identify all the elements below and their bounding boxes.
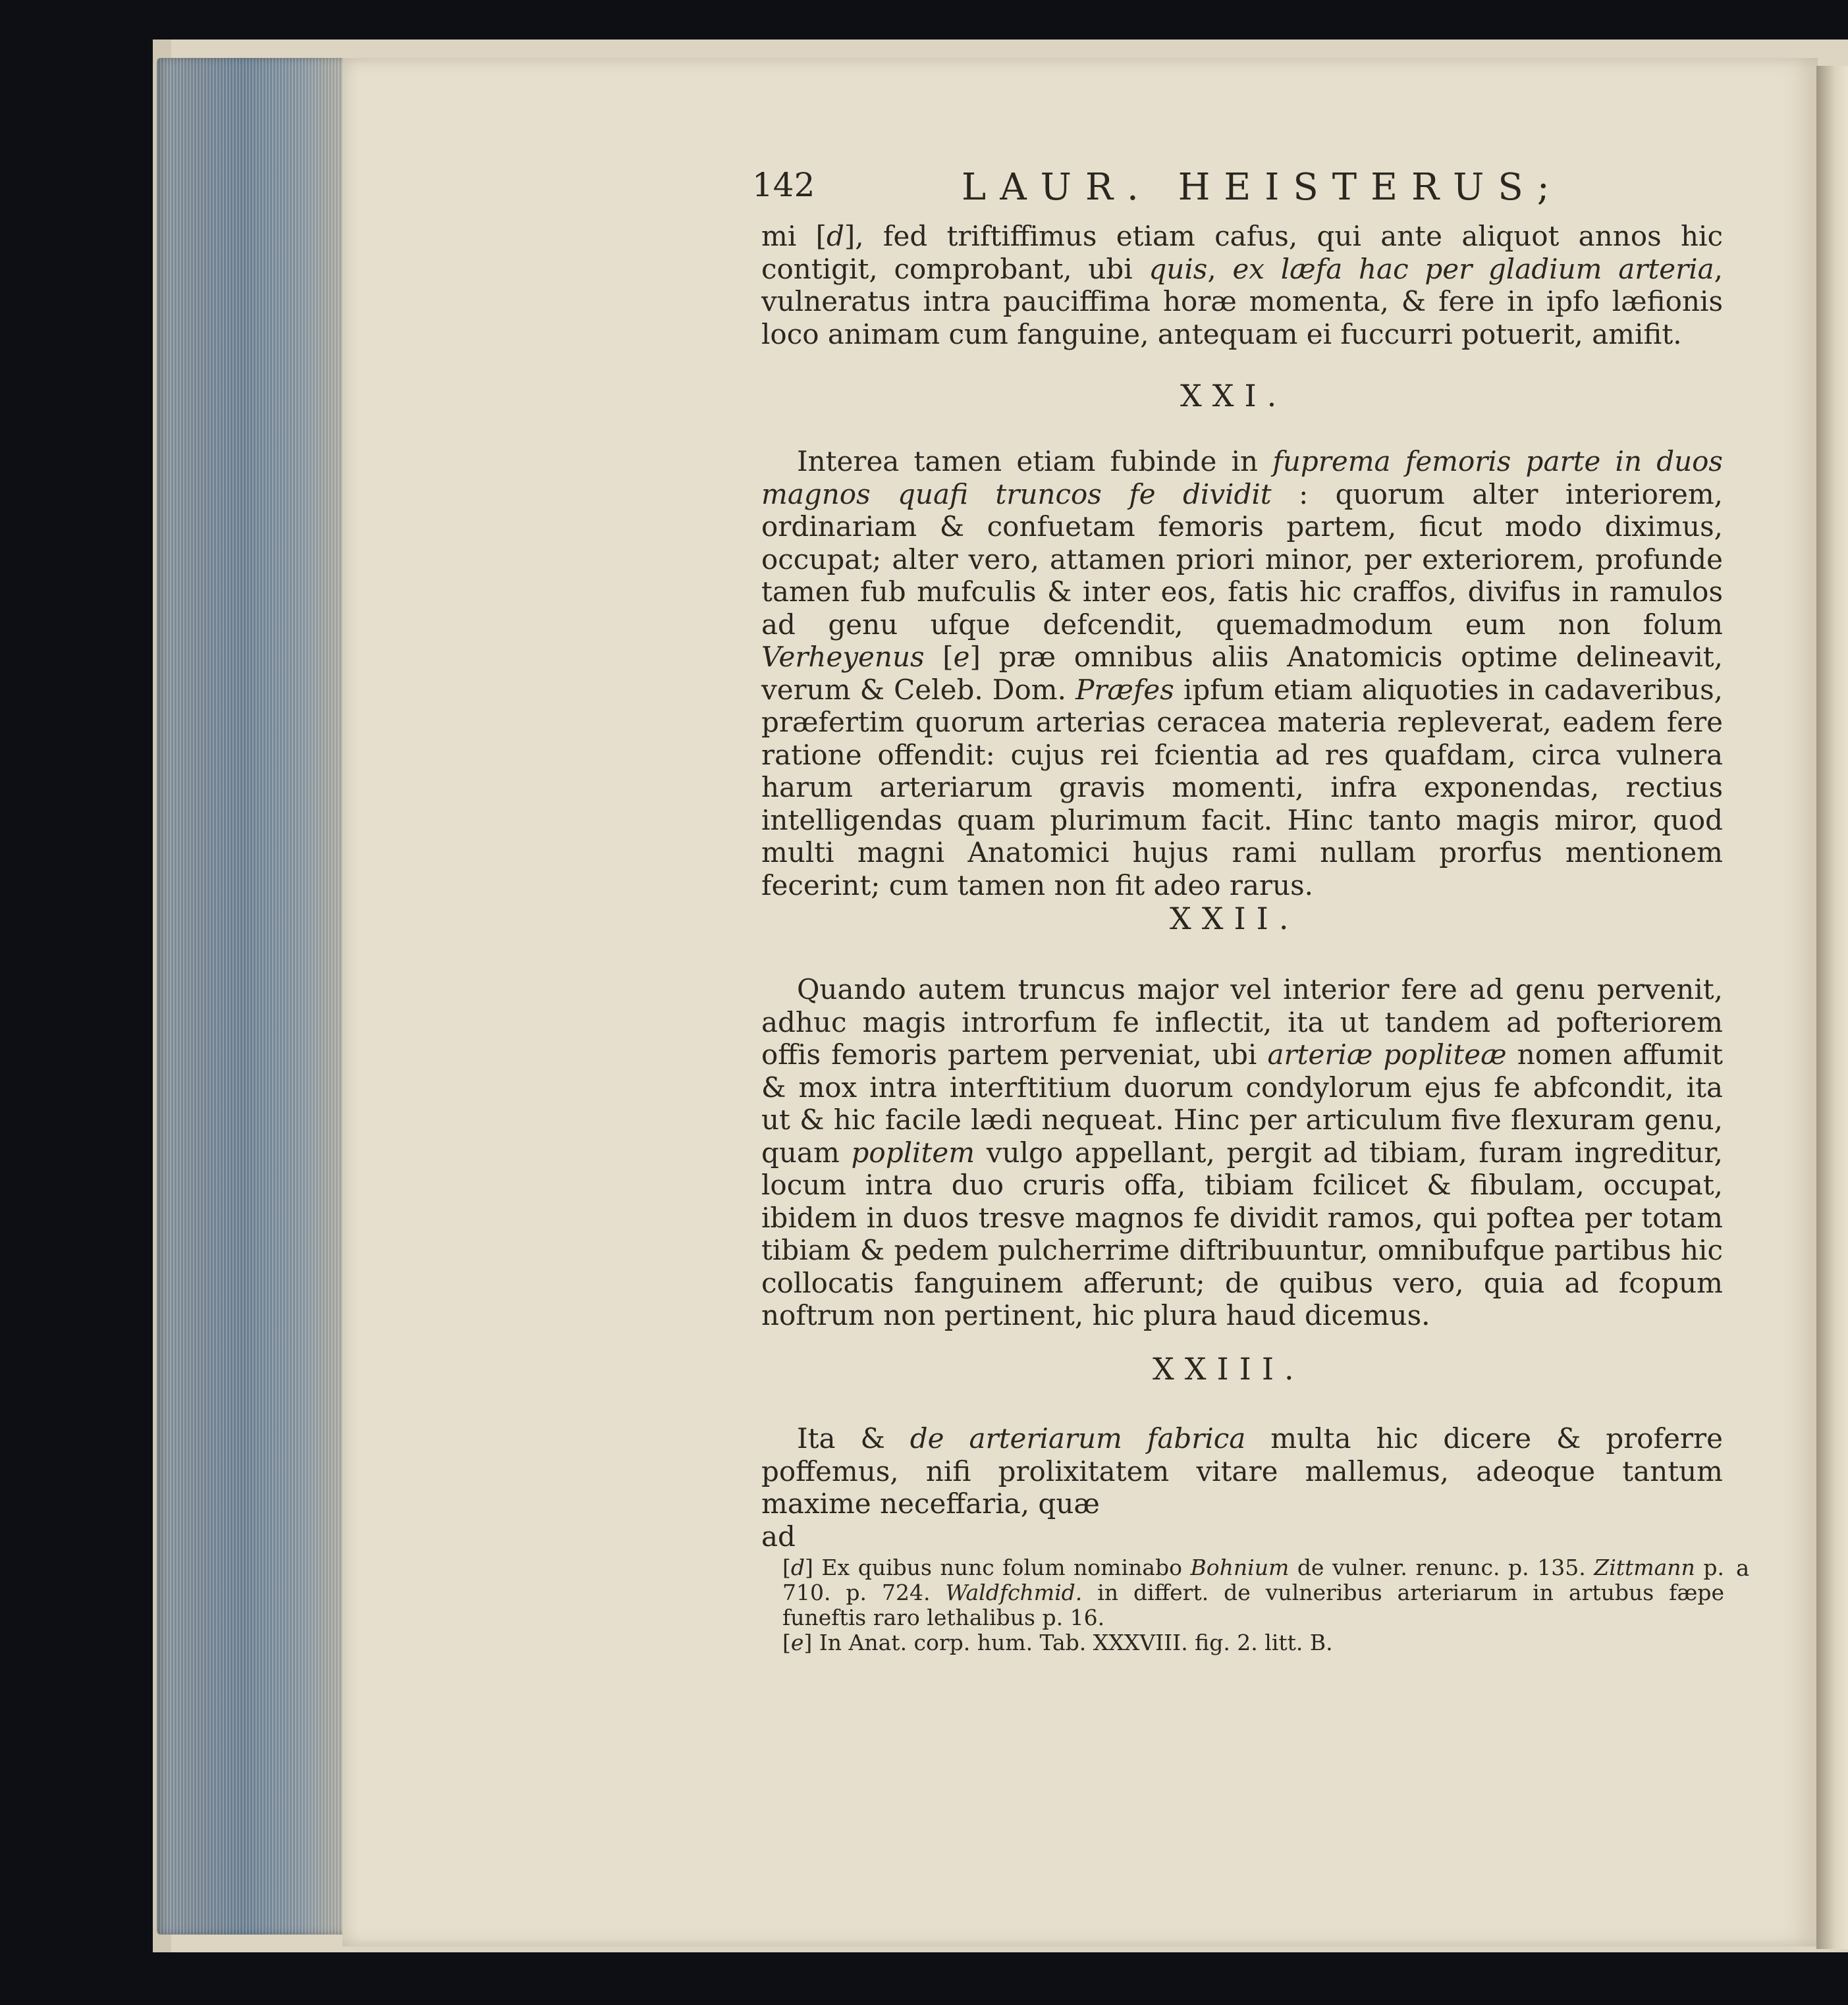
italic-run: fuprema femoris parte in duos magnos quafi truncos fe dividit	[761, 445, 1723, 510]
catchword: ad	[761, 1520, 796, 1553]
text-run: , vulneratus intra pauciffima horæ momenta, & fere in ipfo læfionis loco animam cum fanguine, antequam ei fuccurri potuerit, amifit.	[761, 252, 1723, 350]
page-number: 142	[752, 166, 815, 204]
footnotes	[782, 1555, 1724, 1655]
text-run: de vulner. renunc. p. 135.	[1297, 1555, 1586, 1580]
italic-run: quis	[1149, 252, 1208, 285]
text-run: nomen affumit & mox intra interftitium duorum condylorum ejus fe abfcondit, ita ut & hic facile lædi nequeat. Hinc per articulum five flexuram genu, quam	[761, 1038, 1723, 1169]
text-run: in differt. de vulneribus arteriarum in artubus fæpe funeftis raro lethalibus p. 16.	[782, 1580, 1724, 1630]
text-run: Quando autem truncus major vel interior fere ad genu pervenit, adhuc magis introrfum fe inflectit, ita ut tandem ad pofteriorem offis femoris partem perveniat, ubi	[761, 973, 1723, 1071]
footnote-e	[782, 1630, 1724, 1655]
footnote-ref: e	[953, 641, 970, 673]
page-header	[752, 166, 1720, 219]
footnote-d	[782, 1555, 1724, 1630]
text-run: Interea tamen etiam fubinde in	[797, 445, 1259, 477]
text-run: ] præ omnibus aliis Anatomicis optime delineavit, verum & Celeb. Dom.	[761, 641, 1723, 706]
paragraph-xxi	[761, 445, 1723, 901]
footnote-label: d	[790, 1555, 805, 1580]
italic-run: ex læfa hac per gladium arteria	[1232, 252, 1714, 285]
text-run: : quorum alter interiorem, ordinariam & confuetam femoris partem, ficut modo diximus, occupat; alter vero, attamen priori minor, per exteriorem, profunde tamen fub mufculis & inter eos, fatis hic craffos, divifus in ramulos ad genu ufque defcendit, quemadmodum eum non folum	[761, 477, 1724, 641]
footnote-ref: d	[826, 220, 844, 252]
text-run: Ita &	[797, 1422, 885, 1455]
italic-run: de arteriarum fabrica	[910, 1422, 1246, 1455]
paragraph-xxiii	[761, 1422, 1723, 1553]
paragraph-xxii	[761, 973, 1723, 1332]
text-run: ,	[1207, 252, 1216, 285]
margin-mark: a	[1736, 1555, 1750, 1582]
italic-run: Præfes	[1075, 673, 1174, 706]
text-run: multa hic dicere & proferre poffemus, nifi prolixitatem vitare mallemus, adeoque tantum maxime neceffaria, quæ	[761, 1422, 1723, 1520]
page-fore-edge	[157, 58, 348, 1935]
section-heading-23: XXIII.	[1153, 1351, 1305, 1387]
italic-run: poplitem	[851, 1136, 975, 1169]
text-run: p. 710. p. 724.	[782, 1555, 1724, 1605]
italic-run: Zittmann	[1594, 1555, 1695, 1580]
italic-run: arteriæ popliteæ	[1267, 1038, 1507, 1071]
text-run: ] In Anat. corp. hum. Tab. XXXVIII. fig. 2. litt. B.	[803, 1630, 1333, 1655]
section-heading-22: XXII.	[1170, 901, 1299, 936]
footnote-label: e	[790, 1630, 804, 1655]
text-run: ipfum etiam aliquoties in cadaveribus, præfertim quorum arterias ceracea materia repleverat, eadem fere ratione offendit: cujus rei fcientia ad res quafdam, circa vulnera harum arteriarum gravis momenti, infra exponendas, rectius intelligendas quam plurimum facit. Hinc tanto magis miror, quod multi magni Anatomici hujus rami nullam prorfus mentionem fecerint; cum tamen non fit adeo rarus.	[761, 673, 1723, 901]
right-page-edge	[1816, 66, 1848, 1949]
text-run: [	[782, 1630, 791, 1655]
running-title: LAUR. HEISTERUS;	[962, 166, 1563, 209]
italic-run: Bohnium	[1190, 1555, 1290, 1580]
text-run: ] Ex quibus nunc folum nominabo	[805, 1555, 1182, 1580]
italic-run: Waldfchmid.	[945, 1580, 1083, 1605]
text-run: vulgo appellant, pergit ad tibiam, furam ingreditur, locum intra duo cruris offa, tibiam fcilicet & fibulam, occupat, ibidem in duos tresve magnos fe dividit ramos, qui poftea per totam tibiam & pedem pulcherrime diftribuuntur, omnibufque partibus hic collocatis fanguinem afferunt; de quibus vero, quia ad fcopum noftrum non pertinent, hic plura haud dicemus.	[761, 1136, 1724, 1331]
paragraph-intro	[761, 220, 1723, 350]
section-heading-21: XXI.	[1180, 378, 1288, 414]
text-run: mi [	[761, 220, 827, 252]
italic-run: Verheyenus	[761, 641, 925, 673]
text-run: [	[782, 1555, 791, 1580]
text-run: [	[942, 641, 954, 673]
text-run: ], fed triftiffimus etiam cafus, qui ante aliquot annos hic contigit, comprobant, ubi	[761, 220, 1723, 285]
